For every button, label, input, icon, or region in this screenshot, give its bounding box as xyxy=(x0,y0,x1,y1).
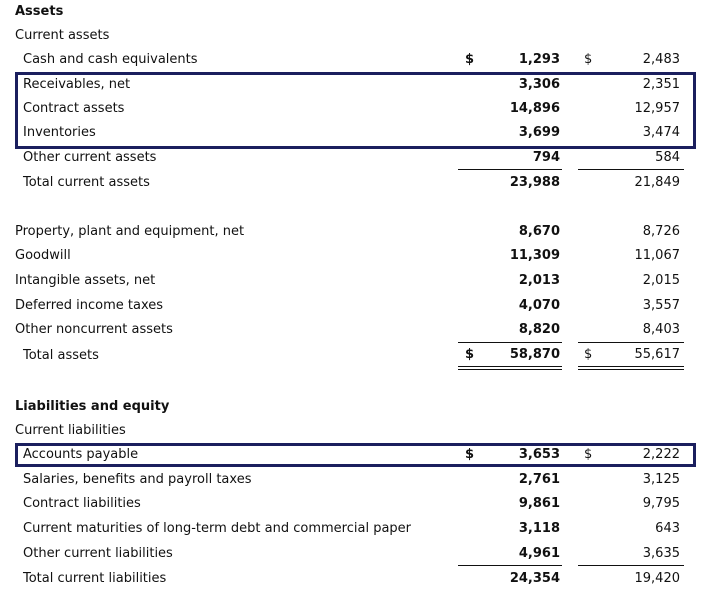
row-label: Other noncurrent assets xyxy=(15,322,173,337)
row-label: Contract liabilities xyxy=(23,496,141,511)
subtotal-rule xyxy=(578,169,684,170)
row-label: Cash and cash equivalents xyxy=(23,52,198,67)
value-col-2: 8,726 xyxy=(642,224,680,239)
row-label: Total current liabilities xyxy=(23,571,167,586)
value-col-1: 3,118 xyxy=(518,521,560,536)
value-col-1: 14,896 xyxy=(509,101,560,116)
value-col-2: 584 xyxy=(655,150,680,165)
value-col-1: 4,961 xyxy=(518,546,560,561)
subtotal-rule xyxy=(578,342,684,343)
value-col-1: 794 xyxy=(532,150,560,165)
value-col-2: 11,067 xyxy=(634,248,680,263)
currency-symbol: $ xyxy=(465,52,475,67)
row-label: Total current assets xyxy=(23,175,150,190)
value-col-2: 21,849 xyxy=(634,175,680,190)
row-label: Deferred income taxes xyxy=(15,298,164,313)
row-label: Other current assets xyxy=(23,150,157,165)
value-col-1: 4,070 xyxy=(518,298,560,313)
value-col-1: 3,699 xyxy=(518,125,560,140)
value-col-2: 3,557 xyxy=(642,298,680,313)
assets-heading: Assets xyxy=(15,4,64,19)
value-col-2: 643 xyxy=(655,521,680,536)
value-col-2: 3,635 xyxy=(642,546,680,561)
value-col-1: 11,309 xyxy=(509,248,560,263)
value-col-2: 2,222 xyxy=(642,447,680,462)
highlight-box-receivables xyxy=(15,72,696,149)
value-col-1: 3,653 xyxy=(518,447,560,462)
value-col-2: 12,957 xyxy=(634,101,680,116)
row-label: Other current liabilities xyxy=(23,546,173,561)
value-col-2: 9,795 xyxy=(642,496,680,511)
value-col-1: 8,820 xyxy=(518,322,560,337)
row-label: Accounts payable xyxy=(23,447,139,462)
currency-symbol: $ xyxy=(584,447,593,462)
value-col-1: 58,870 xyxy=(509,347,560,362)
currency-symbol: $ xyxy=(584,52,593,67)
total-rule xyxy=(458,366,562,367)
row-label: Current maturities of long-term debt and commercial paper xyxy=(23,521,412,536)
row-label: Goodwill xyxy=(15,248,71,263)
subtotal-rule xyxy=(458,169,562,170)
liabilities-heading: Liabilities and equity xyxy=(15,399,170,414)
total-rule xyxy=(578,369,684,370)
value-col-2: 8,403 xyxy=(642,322,680,337)
current-liabilities-heading: Current liabilities xyxy=(15,423,126,438)
value-col-2: 2,351 xyxy=(642,77,680,92)
value-col-2: 2,483 xyxy=(642,52,680,67)
value-col-1: 1,293 xyxy=(518,52,560,67)
value-col-1: 3,306 xyxy=(518,77,560,92)
value-col-1: 2,013 xyxy=(518,273,560,288)
row-label: Receivables, net xyxy=(23,77,131,92)
current-assets-heading: Current assets xyxy=(15,28,110,43)
row-label: Contract assets xyxy=(23,101,125,116)
currency-symbol: $ xyxy=(465,447,475,462)
value-col-1: 9,861 xyxy=(518,496,560,511)
row-label: Property, plant and equipment, net xyxy=(15,224,245,239)
highlight-box-accounts-payable xyxy=(15,443,696,467)
total-rule xyxy=(458,369,562,370)
currency-symbol: $ xyxy=(465,347,475,362)
value-col-2: 19,420 xyxy=(634,571,680,586)
value-col-1: 8,670 xyxy=(518,224,560,239)
value-col-1: 2,761 xyxy=(518,472,560,487)
row-label: Intangible assets, net xyxy=(15,273,156,288)
row-label: Salaries, benefits and payroll taxes xyxy=(23,472,252,487)
total-rule xyxy=(578,366,684,367)
value-col-2: 3,474 xyxy=(642,125,680,140)
value-col-2: 3,125 xyxy=(642,472,680,487)
value-col-2: 55,617 xyxy=(634,347,680,362)
subtotal-rule xyxy=(458,565,562,566)
value-col-1: 24,354 xyxy=(509,571,560,586)
row-label: Total assets xyxy=(23,348,99,363)
subtotal-rule xyxy=(578,565,684,566)
subtotal-rule xyxy=(458,342,562,343)
currency-symbol: $ xyxy=(584,347,593,362)
value-col-1: 23,988 xyxy=(509,175,560,190)
value-col-2: 2,015 xyxy=(642,273,680,288)
row-label: Inventories xyxy=(23,125,96,140)
